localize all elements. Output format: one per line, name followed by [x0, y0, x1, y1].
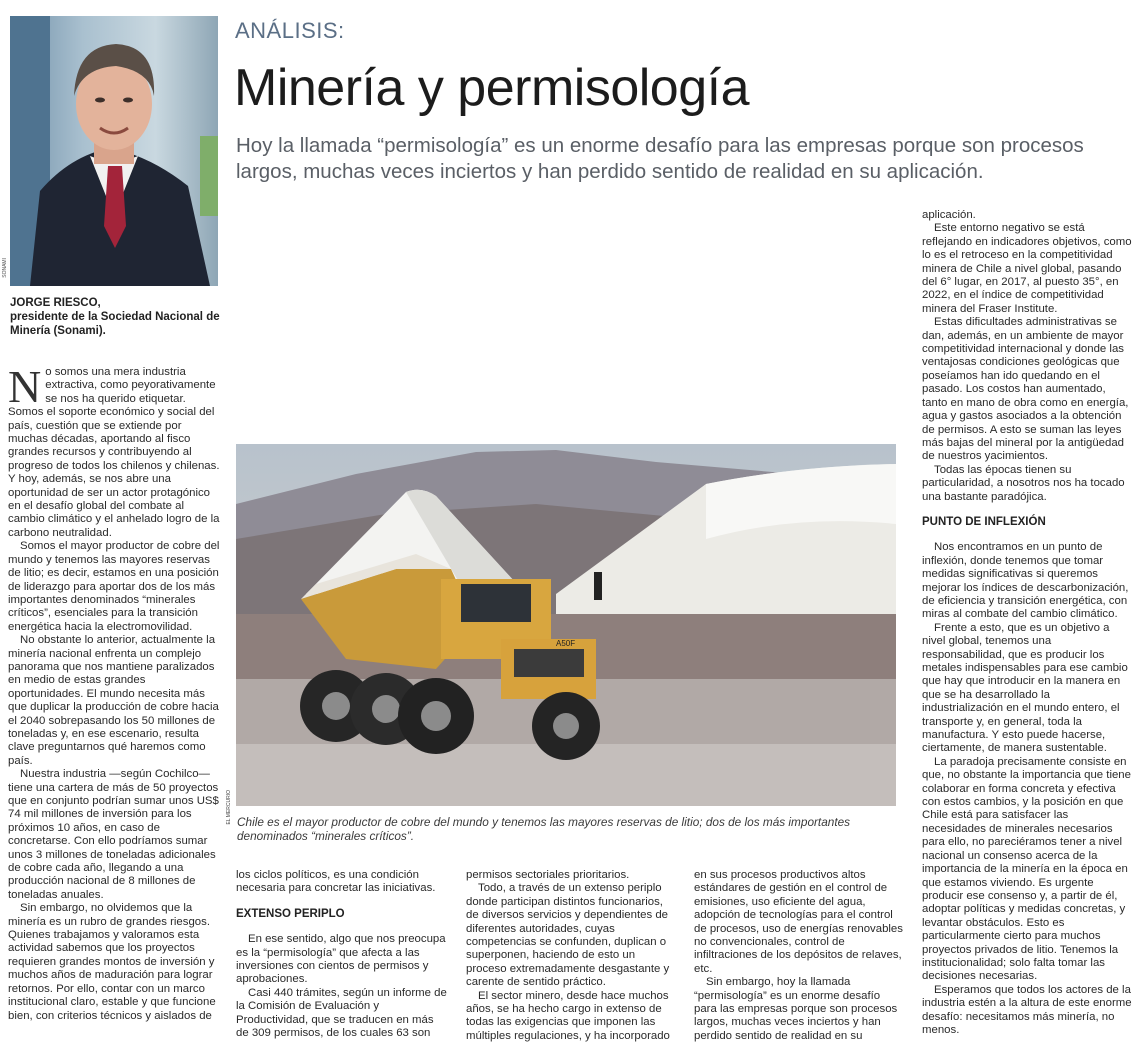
paragraph: Sin embargo, no olvidemos que la minería es un rubro de grandes riesgos. Quienes trabajamos y valoramos esta actividad sabemos que los proyectos requieren grandes montos de inversión y muchos años de maduración para lograr retornos. Por ello, contar con un marco institucional claro, estable y que funcione bien, con criterios técnicos y aislados de	[8, 902, 216, 1022]
paragraph: Sin embargo, hoy la llamada “permisología” es un enorme desafío para las empresas porque son procesos largos, muchas veces inciertos y han perdido sentido de realidad en su	[694, 976, 898, 1042]
main-photo-credit: EL MERCURIO	[226, 790, 232, 825]
subheading-extenso-periplo: EXTENSO PERIPLO	[236, 907, 345, 920]
paragraph: Esperamos que todos los actores de la industria estén a la altura de este enorme desafío: necesitamos más minería, no menos.	[922, 983, 1132, 1036]
paragraph: Todo, a través de un extenso periplo donde participan distintos funcionarios, de diversos servicios y dependientes de diferentes autoridades, cuyas competencias se confunden, duplican o superponen, haciendo de esto un proceso extremadamente desgastante y carente de sentido práctico.	[466, 882, 670, 989]
subheading-punto-de-inflexion: PUNTO DE INFLEXIÓN	[922, 515, 1046, 528]
paragraph	[8, 361, 220, 540]
paragraph: Nuestra industria —según Cochilco— tiene una cartera de más de 50 proyectos que en conjunto podrían sumar unos US$ 74 mil millones de inversión para los próximos 10 años, en caso de concretarse. Con ello podríamos sumar unos 3 millones de toneladas adicionales de cobre cada año, llegando a una producción nacional de 8 millones de toneladas anuales.	[8, 768, 219, 901]
body-column-3	[466, 869, 678, 1043]
mining-truck-illustration	[236, 444, 896, 806]
paragraph: Todas las épocas tienen su particularidad, a nosotros nos ha tocado una bastante paradójica.	[922, 463, 1125, 503]
body-column-2	[236, 869, 448, 1040]
body-column-4	[694, 869, 906, 1043]
photo-caption: Chile es el mayor productor de cobre del mundo y tenemos las mayores reservas de litio; dos de los más importantes denominados “minerales críticos”.	[237, 815, 851, 843]
paragraph: Nos encontramos en un punto de inflexión, donde tenemos que tomar medidas significativas si queremos mejorar los índices de descarbonización, de eficiencia y transición energética, con miras al combate del cambio climático.	[922, 541, 1129, 621]
headline: Minería y permisología	[234, 59, 749, 117]
paragraph: La paradoja precisamente consiste en que, no obstante la importancia que tiene colaborar en forma concreta y efectiva con estos cambios, y la posición en que Chile está para satisfacer las necesidades de minerales necesarios para ello, no pareciéramos tener a nivel nacional un consenso acerca de la importancia de la minería en la época en que estamos viviendo. Es urgente producir ese consenso y, a partir de él, adoptar políticas y medidas concretas, y levantar obstáculos. Esto es particularmente cierto para muchos proyectos privados de litio. Tenemos la institucionalidad; solo falta tomar las decisiones necesarias.	[922, 755, 1131, 983]
paragraph: en sus procesos productivos altos estándares de gestión en el control de emisiones, uso eficiente del agua, adopción de tecnologías para el control de procesos, uso de energías renovables no convencionales, control de infiltraciones de los depósitos de relaves, etc.	[694, 869, 903, 975]
paragraph: permisos sectoriales prioritarios.	[466, 869, 630, 881]
paragraph: Este entorno negativo se está reflejando en indicadores objetivos, como lo es el retroceso en la competitividad minera de Chile a nivel global, pasando del 6° lugar, en 2017, al puesto 35°, en 2022, en el índice de competitividad minera del Fraser Institute.	[922, 222, 1132, 315]
author-name: JORGE RIESCO,	[10, 297, 101, 309]
paragraph: Frente a esto, que es un objetivo a nivel global, tenemos una responsabilidad, que es producir los metales indispensables para ese cambio que hay que introducir en la manera en que se ha desarrollado la industrialización en el mundo entero, el transporte y, en general, toda la manufactura. Y esto puede hacerse, ciertamente, de manera sustentable.	[922, 621, 1128, 755]
body-column-1	[8, 361, 220, 1023]
body-column-5	[922, 209, 1134, 1037]
paragraph-text: o somos una mera industria extractiva, como peyorativamente se nos ha querido etiquetar. Somos el soporte económico y social del país, cuestión que se extiende por muchas décadas, aportando al fisco grandes recursos y contribuyendo al progreso de todos los chilenos y chilenas. Y hoy, además, se nos abre una oportunidad de ser un actor protagónico en el desafío global del combate al cambio climático y el anhelado logro de la carbono neutralidad.	[8, 366, 220, 539]
paragraph: Estas dificultades administrativas se dan, además, en un ambiente de mayor competitividad internacional y donde las ventajosas condiciones geológicas que poseíamos han ido quedando en el pasado. Los costos han aumentado, tanto en mano de obra como en energía, agua y gastos asociados a la obtención de permisos. A esto se suman las leyes más bajas del mineral por la antigüedad de nuestros yacimientos.	[922, 316, 1129, 463]
paragraph: El sector minero, desde hace muchos años, se ha hecho cargo in extenso de todas las exigencias que imponen las múltiples regulaciones, y ha incorporado	[466, 989, 670, 1042]
portrait-photo-credit: SONAMI	[2, 258, 8, 278]
author-portrait-drawing	[10, 16, 218, 286]
section-label: ANÁLISIS:	[235, 18, 345, 43]
truck-model-label: A50F	[556, 639, 576, 648]
paragraph: No obstante lo anterior, actualmente la minería nacional enfrenta un complejo panorama que nos mantiene paralizados en medio de estas grandes oportunidades. El mundo necesita más que duplicar la producción de cobre hacia el 2040 sobrepasando los 50 millones de toneladas y, en ese escenario, resulta clave preguntarnos qué haremos como país.	[8, 634, 219, 767]
paragraph: En ese sentido, algo que nos preocupa es la “permisología” que afecta a las inversiones con cientos de permisos y aprobaciones.	[236, 933, 446, 986]
paragraph: los ciclos políticos, es una condición necesaria para concretar las iniciativas.	[236, 869, 436, 895]
author-portrait	[10, 16, 218, 286]
author-role: presidente de la Sociedad Nacional de Minería (Sonami).	[10, 311, 220, 337]
drop-cap: N	[8, 361, 42, 412]
paragraph: aplicación.	[922, 209, 976, 221]
paragraph: Somos el mayor productor de cobre del mundo y tenemos las mayores reservas de litio; es decir, estamos en una posición de liderazgo para aportar dos de los más importantes denominados “minerales críticos”, esenciales para la transición energética hacia la electromovilidad.	[8, 540, 220, 633]
main-photo	[236, 444, 896, 806]
standfirst: Hoy la llamada “permisología” es un enorme desafío para las empresas porque son procesos largos, muchas veces inciertos y han perdido sentido de realidad en su aplicación.	[236, 134, 1084, 183]
paragraph: Casi 440 trámites, según un informe de la Comisión de Evaluación y Productividad, que se traducen en más de 309 permisos, de los cuales 63 son	[236, 986, 447, 1040]
author-byline	[10, 296, 225, 338]
